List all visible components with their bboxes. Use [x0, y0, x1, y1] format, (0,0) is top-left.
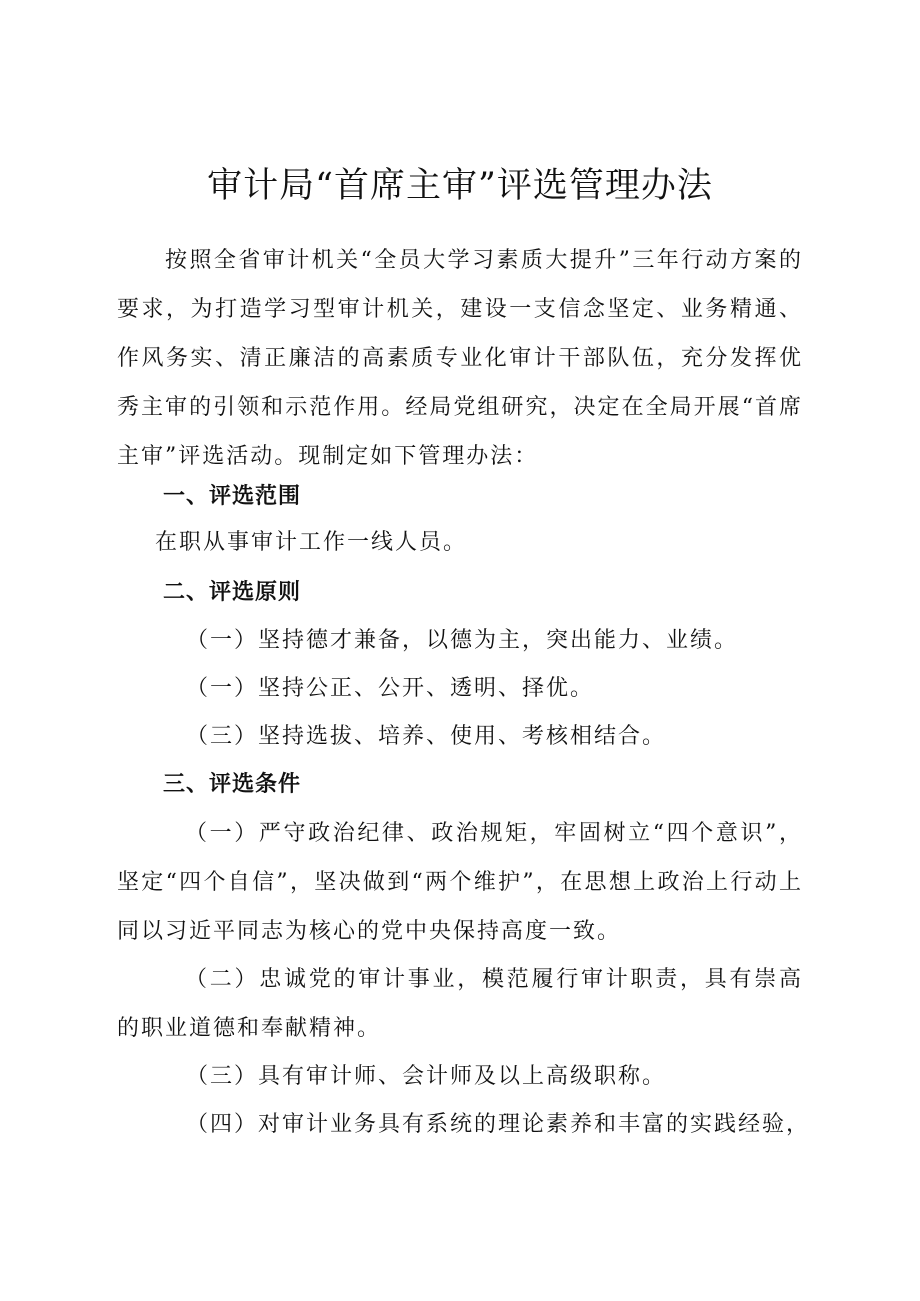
section-heading-principles: 二、评选原则 — [163, 580, 302, 605]
condition-item: （三）具有审计师、会计师及以上高级职称。 — [186, 1064, 667, 1089]
condition-item: （一）严守政治纪律、政治规矩，牢固树立“四个意识”，坚定“四个自信”，坚决做到“两个维护”，在思想上政治上行动上同以习近平同志为核心的党中央保持高度一致。 — [117, 821, 803, 944]
condition-item: （四）对审计业务具有系统的理论素养和丰富的实践经验， — [186, 1112, 811, 1137]
principle-item: （三）坚持选拔、培养、使用、考核相结合。 — [186, 724, 667, 749]
condition-item: （二）忠诚党的审计事业，模范履行审计职责，具有崇高的职业道德和奉献精神。 — [117, 967, 803, 1041]
section-heading-conditions: 三、评选条件 — [163, 772, 302, 797]
principle-item: （一）坚持公正、公开、透明、择优。 — [186, 676, 595, 701]
section-heading-scope: 一、评选范围 — [163, 484, 302, 509]
document-title: 审计局“首席主审”评选管理办法 — [207, 166, 713, 206]
scope-text: 在职从事审计工作一线人员。 — [155, 530, 468, 555]
intro-paragraph: 按照全省审计机关“全员大学习素质大提升”三年行动方案的要求，为打造学习型审计机关，建设一支信念坚定、业务精通、作风务实、清正廉洁的高素质专业化审计干部队伍，充分发挥优秀主审的引领和示范作用。经局党组研究，决定在全局开展“首席主审”评选活动。现制定如下管理办法： — [117, 248, 803, 469]
principle-item: （一）坚持德才兼备，以德为主，突出能力、业绩。 — [186, 628, 739, 653]
